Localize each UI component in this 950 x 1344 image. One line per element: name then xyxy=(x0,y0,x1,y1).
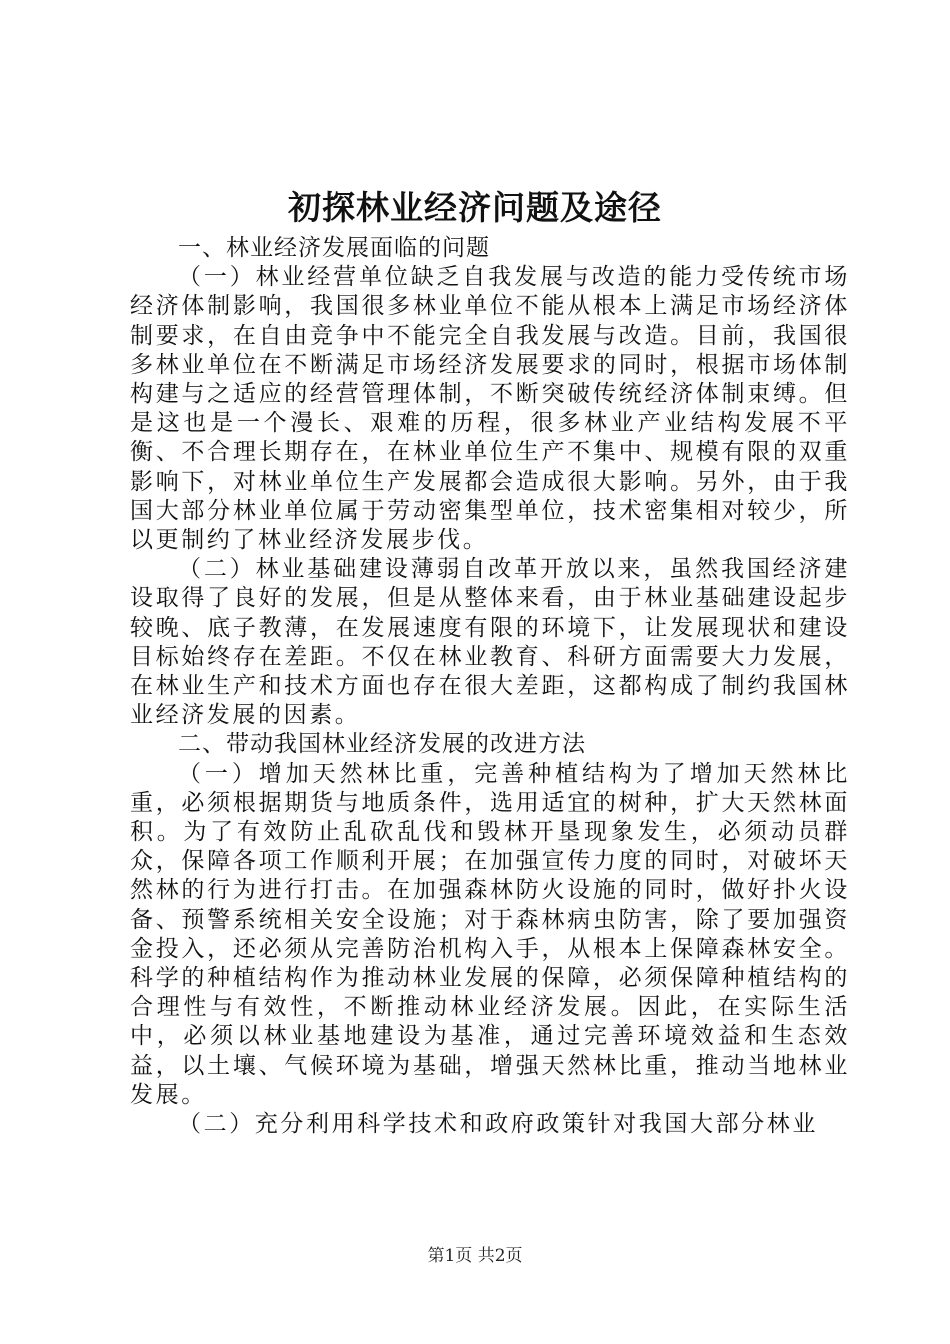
document-title: 初探林业经济问题及途径 xyxy=(288,188,662,227)
section-heading-2: 二、带动我国林业经济发展的改进方法 xyxy=(178,731,586,758)
paragraph-1-2: （二）林业基础建设薄弱自改革开放以来，虽然我国经济建设取得了良好的发展，但是从整体来看，由于林业基础建设起步较晚、底子教薄，在发展速度有限的环境下，让发展现状和建设目标始终存在差距。不仅在林业教育、科研方面需要大力发展，在林业生产和技术方面也存在很大差距，这都构成了制约我国林业经济发展的因素。 xyxy=(130,556,850,729)
document-body xyxy=(130,234,850,1139)
section-heading-1: 一、林业经济发展面临的问题 xyxy=(178,235,490,261)
paragraph-2-1: （一）增加天然林比重，完善种植结构为了增加天然林比重，必须根据期货与地质条件，选用适宜的树种，扩大天然林面积。为了有效防止乱砍乱伐和毁林开垦现象发生，必须动员群众，保障各项工作顺利开展；在加强宣传力度的同时，对破坏天然林的行为进行打击。在加强森林防火设施的同时，做好扑火设备、预警系统相关安全设施；对于森林病虫防害，除了要加强资金投入，还必须从完善防治机构入手，从根本上保障森林安全。科学的种植结构作为推动林业发展的保障，必须保障种植结构的合理性与有效性，不断推动林业经济发展。因此，在实际生活中，必须以林业基地建设为基准，通过完善环境效益和生态效益，以土壤、气候环境为基础，增强天然林比重，推动当地林业发展。 xyxy=(130,760,850,1108)
paragraph-2-2: （二）充分利用科学技术和政府政策针对我国大部分林业 xyxy=(178,1111,818,1138)
paragraph-1-1: （一）林业经营单位缺乏自我发展与改造的能力受传统市场经济体制影响，我国很多林业单位不能从根本上满足市场经济体制要求，在自由竞争中不能完全自我发展与改造。目前，我国很多林业单位在不断满足市场经济发展要求的同时，根据市场体制构建与之适应的经营管理体制，不断突破传统经济体制束缚。但是这也是一个漫长、艰难的历程，很多林业产业结构发展不平衡、不合理长期存在，在林业单位生产不集中、规模有限的双重影响下，对林业单位生产发展都会造成很大影响。另外，由于我国大部分林业单位属于劳动密集型单位，技术密集相对较少，所以更制约了林业经济发展步伐。 xyxy=(130,264,850,554)
page-number-footer: 第1页 共2页 xyxy=(427,1246,523,1266)
